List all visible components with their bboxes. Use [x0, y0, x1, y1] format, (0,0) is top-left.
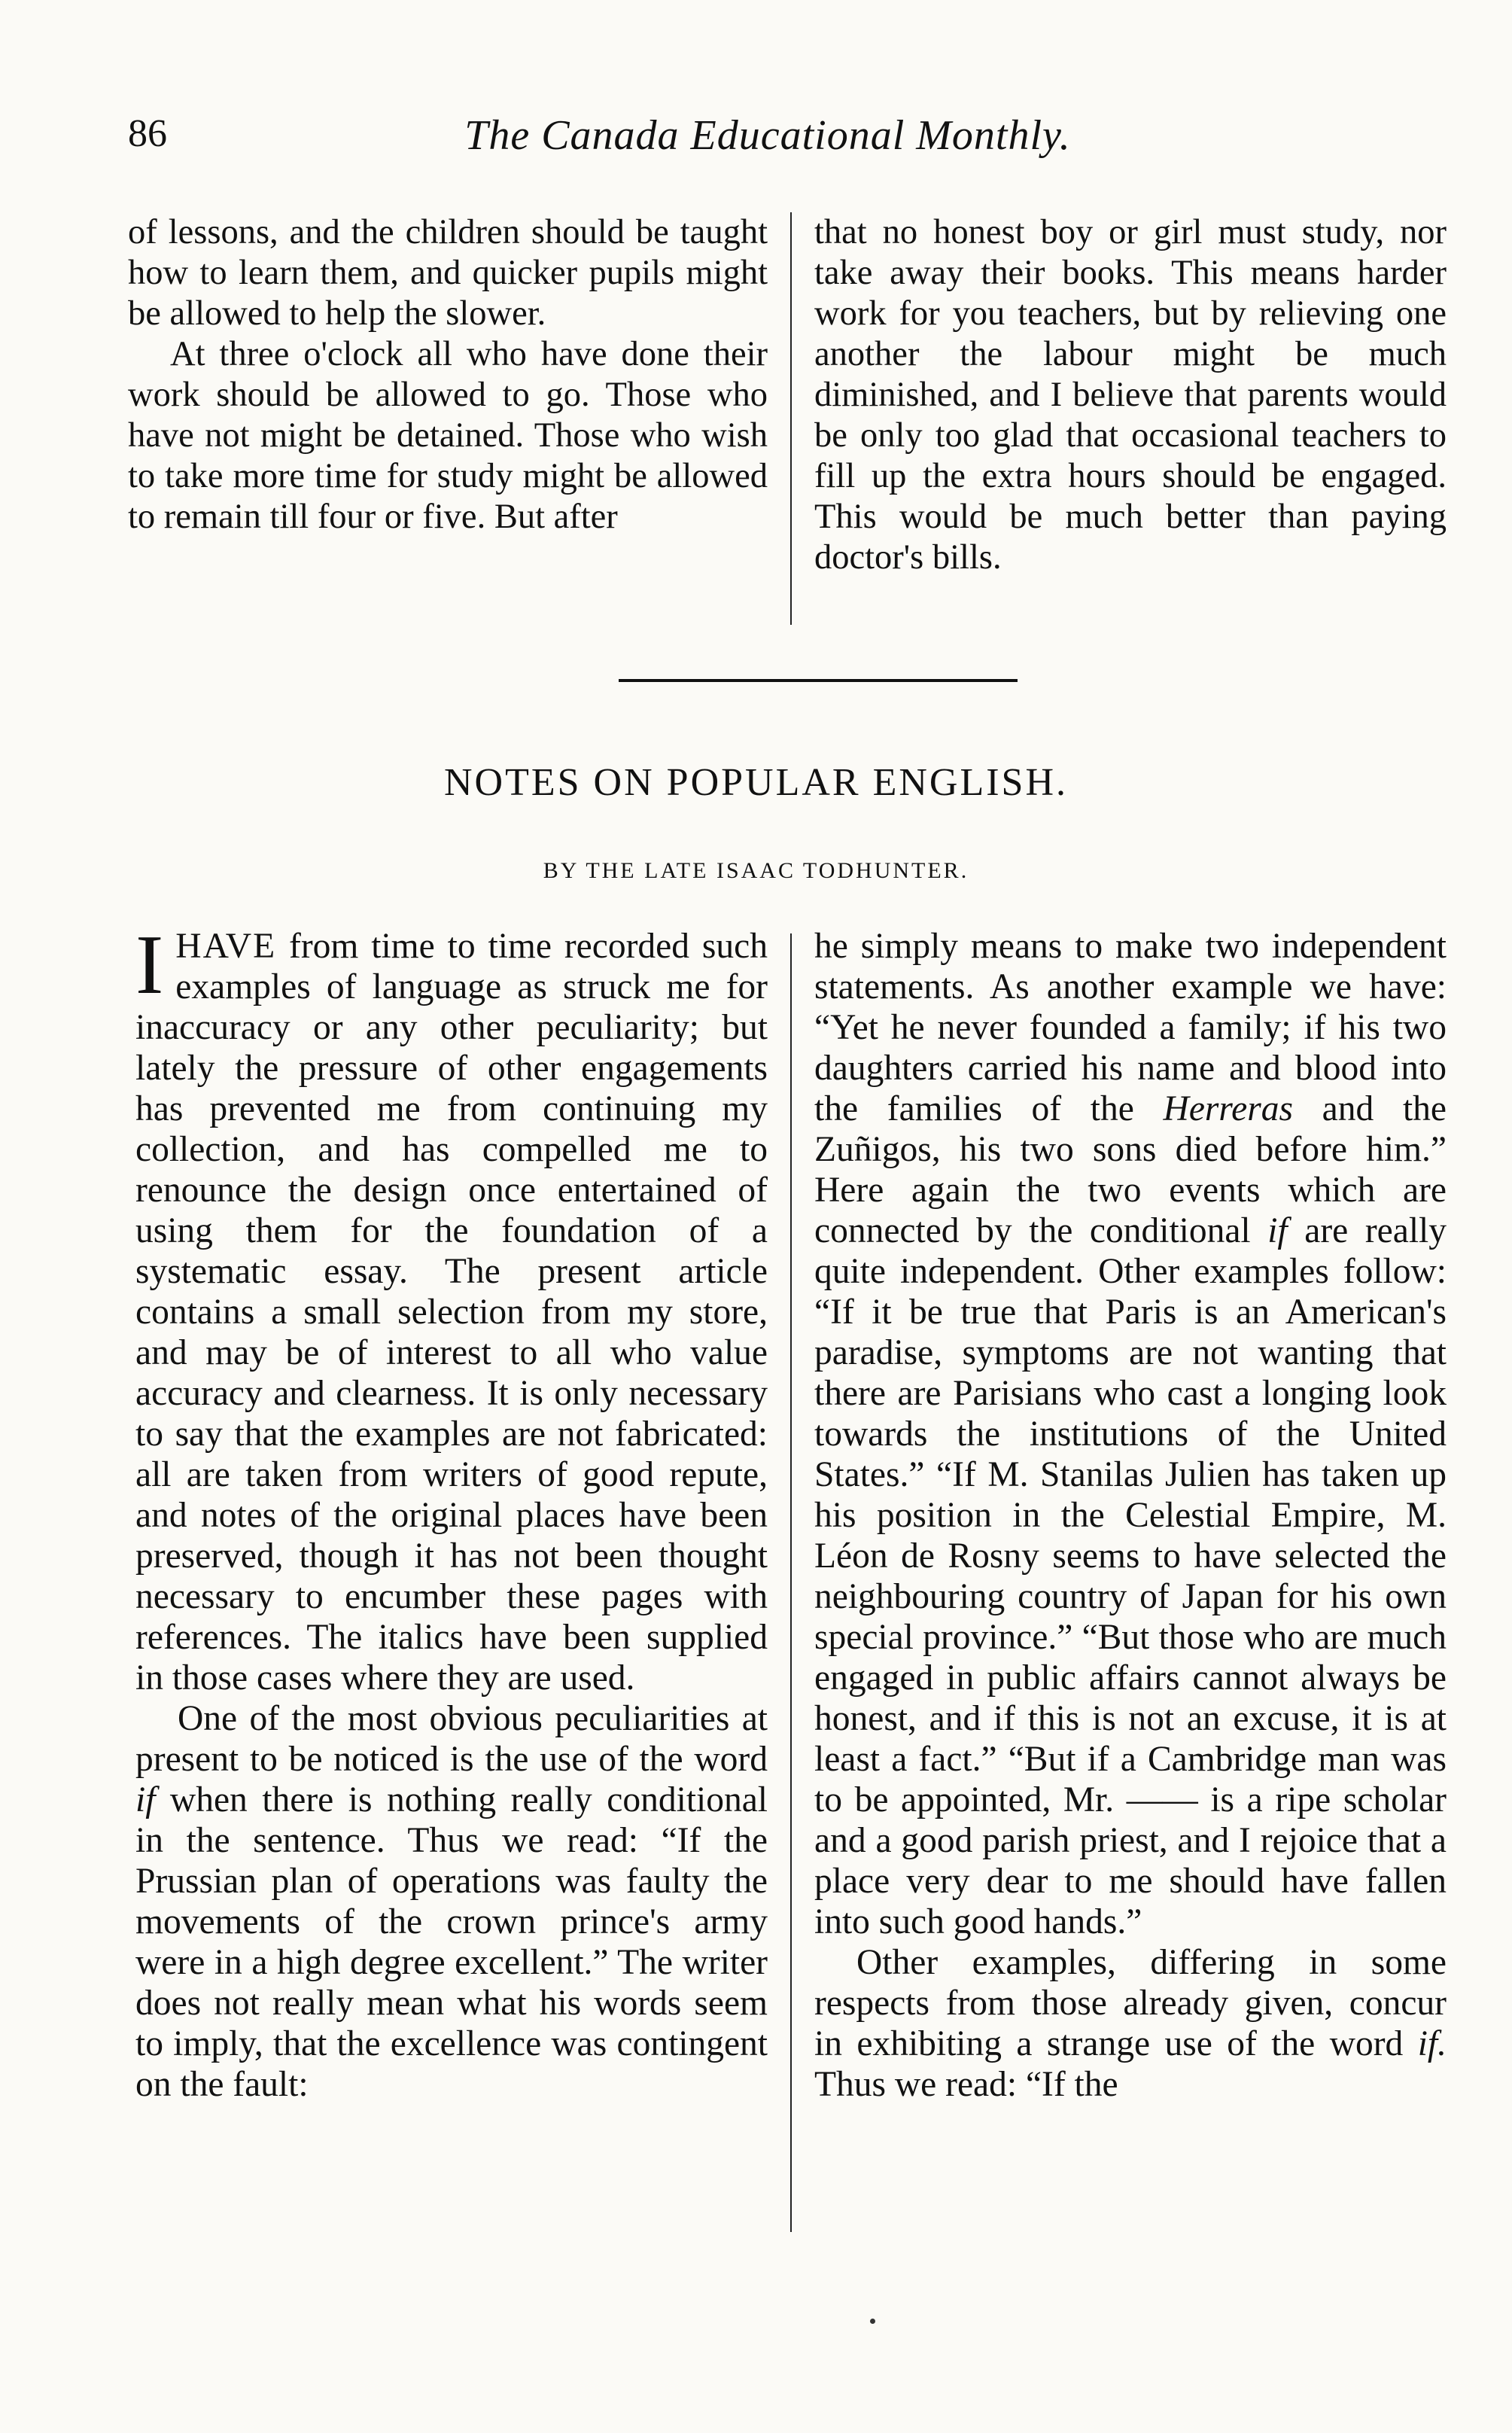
paragraph: that no honest boy or girl must study, nor take away their books. This means harder work for you teachers, but by relieving one another the labour might be much diminished, and I believe that parents would be only too glad that occasional teachers to fill up the extra hours should be engaged. This would be much better than paying doctor's bills.: [814, 213, 1447, 577]
text-run: One of the most obvious peculiarities at present to be noticed is the use of the word: [135, 1699, 768, 1779]
lead-word: HAVE: [175, 927, 277, 966]
column-divider: [790, 933, 792, 2232]
text-run: from time to time recorded such examples of language as struck me for inaccuracy or any other peculiarity; but lately the pressure of other engagements has prevented me from continuing my collection, and has compelled me to renounce the design once entertained of using them for the foundation of a systematic essay. The present article contains a small selection from my store, and may be of interest to all who value accuracy and clearness. It is only necessary to say that the examples are not fabricated: all are taken from writers of good repute, and notes of the original places have been preserved, though it has not been thought necessary to encumber these pages with references. The italics have been supplied in those cases where they are used.: [135, 927, 768, 1698]
paragraph: [814, 926, 1447, 1942]
drop-cap: I: [135, 918, 164, 1012]
journal-title: The Canada Educational Monthly.: [464, 112, 1071, 159]
paragraph: [814, 1942, 1447, 2105]
column-divider: [790, 212, 792, 625]
ink-speck: [870, 2319, 875, 2324]
section-separator-rule: [619, 679, 1018, 682]
article-byline: BY THE LATE ISAAC TODHUNTER.: [543, 858, 969, 883]
text-run: when there is nothing really conditional in the sentence. Thus we read: “If the Prussian plan of operations was faulty the movements of the crown prince's army were in a high degree excellent.” The writer does not really mean what his words seem to imply, that the excellence was contingent on the fault:: [135, 1780, 768, 2104]
paragraph: [135, 1698, 768, 2105]
article-right-column: [814, 926, 1447, 2105]
paragraph: [135, 918, 768, 1698]
running-header: [128, 111, 1407, 172]
italic-word: if: [135, 1780, 156, 1819]
italic-word: if: [1267, 1211, 1288, 1250]
article-title: NOTES ON POPULAR ENGLISH.: [443, 761, 1069, 804]
article-left-column: [135, 918, 768, 2105]
text-run: Other examples, differing in some respects from those already given, concur in exhibiting a strange use of the word: [814, 1943, 1447, 2063]
page-number: 86: [128, 112, 167, 155]
top-right-column: [814, 212, 1447, 578]
text-run: are really quite independent. Other examples follow: “If it be true that Paris is an American's paradise, symptoms are not wanting that there are Parisians who cast a longing look towards the institutions of the United States.” “If M. Stanilas Julien has taken up his position in the Celestial Empire, M. Léon de Rosny seems to have selected the neighbouring country of Japan for his own special province.” “But those who are much engaged in public affairs cannot always be honest, and if this is not an excuse, it is at least a fact.” “But if a Cambridge man was to be appointed, Mr. —— is a ripe scholar and a good parish priest, and I rejoice that a place very dear to me should have fallen into such good hands.”: [814, 1211, 1447, 1941]
text-run: he simply means to make two independent statements. As another example we have: “Yet he never founded a family; if his two daughters carried his name and blood into the families of the: [814, 927, 1447, 1128]
italic-word: if.: [1417, 2024, 1447, 2063]
paragraph: of lessons, and the children should be taught how to learn them, and quicker pupils might be allowed to help the slower.: [128, 213, 768, 333]
paragraph: At three o'clock all who have done their work should be allowed to go. Those who have not might be detained. Those who wish to take more time for study might be allowed to remain till four or five. But after: [128, 335, 768, 536]
text-run: and the Zuñigos, his two sons died before him.” Here again the two events which are connected by the conditional: [814, 1089, 1447, 1250]
text-run: Thus we read: “If the: [814, 2065, 1118, 2104]
italic-word: Herreras: [1163, 1089, 1293, 1128]
top-left-column: [128, 212, 768, 537]
